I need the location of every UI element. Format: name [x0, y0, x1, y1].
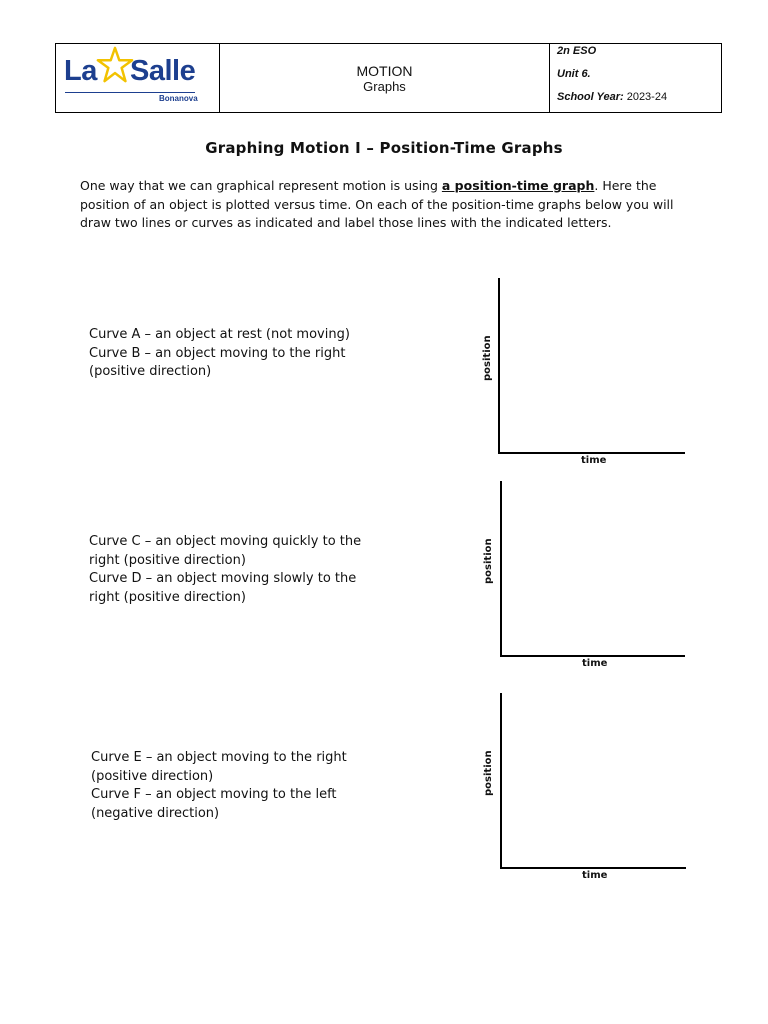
- intro-paragraph: [80, 177, 700, 233]
- intro-part-1: One way that we can graphical represent motion is using: [80, 178, 442, 193]
- exercise-2-text: [89, 533, 389, 607]
- course-label: 2n ESO: [557, 45, 597, 57]
- graph-2-x-label: time: [582, 658, 608, 669]
- exercise-3-line-3: Curve F – an object moving to the left: [91, 787, 337, 802]
- graph-3-y-label: position: [483, 750, 494, 796]
- exercise-1-line-2: Curve B – an object moving to the right: [89, 345, 346, 361]
- school-year-label: School Year:: [557, 91, 624, 103]
- intro-part-2: . Here the position of an object is plotted versus time. On each of the position-time graphs below you will draw two lines or curves as indicated and label those lines with the indicated letters.: [80, 178, 674, 230]
- logo-cell: [56, 44, 220, 112]
- exercise-2-line-3: Curve D – an object moving slowly to the: [89, 571, 357, 586]
- document-subtitle: Graphs: [363, 78, 406, 94]
- graph-1-y-label: position: [482, 335, 493, 381]
- graph-2-x-axis: [500, 655, 685, 657]
- exercise-2-line-4: right (positive direction): [89, 589, 246, 605]
- exercise-3-line-1: Curve E – an object moving to the right: [91, 750, 347, 765]
- exercise-3-line-4: (negative direction): [91, 805, 220, 821]
- logo-word-la: La: [64, 55, 97, 87]
- unit-label: Unit 6.: [557, 68, 591, 80]
- logo-underline: [65, 92, 195, 93]
- school-year-value: 2023-24: [626, 91, 668, 103]
- graph-1-x-axis: [498, 452, 685, 454]
- position-time-graph-2: [482, 481, 692, 676]
- star-icon: [96, 46, 134, 84]
- info-cell: [550, 44, 721, 112]
- exercise-1-line-3: (positive direction): [89, 364, 212, 379]
- exercise-1-text: [89, 326, 389, 382]
- exercise-2-line-2: right (positive direction): [89, 552, 246, 568]
- position-time-graph-1: [480, 278, 690, 473]
- document-title: MOTION: [356, 62, 413, 79]
- graph-1-y-axis: [498, 278, 500, 454]
- graph-3-y-axis: [500, 693, 502, 869]
- intro-emphasis: a position-time graph: [441, 178, 595, 193]
- logo-subtitle: Bonanova: [159, 94, 198, 103]
- exercise-3-text: [91, 749, 391, 823]
- graph-3-x-label: time: [582, 870, 608, 881]
- logo-word-salle: Salle: [130, 55, 196, 87]
- exercise-3-line-2: (positive direction): [91, 768, 214, 784]
- graph-2-y-axis: [500, 481, 502, 657]
- page-heading: Graphing Motion I – Position-Time Graphs: [205, 139, 563, 157]
- document-header: [55, 43, 722, 113]
- exercise-2-line-1: Curve C – an object moving quickly to the: [89, 534, 362, 549]
- title-cell: [220, 44, 550, 112]
- graph-1-x-label: time: [581, 455, 607, 466]
- position-time-graph-3: [482, 693, 692, 888]
- graph-3-x-axis: [500, 867, 686, 869]
- graph-2-y-label: position: [483, 538, 494, 584]
- school-year: [557, 91, 721, 103]
- exercise-1-line-1: Curve A – an object at rest (not moving): [89, 327, 350, 342]
